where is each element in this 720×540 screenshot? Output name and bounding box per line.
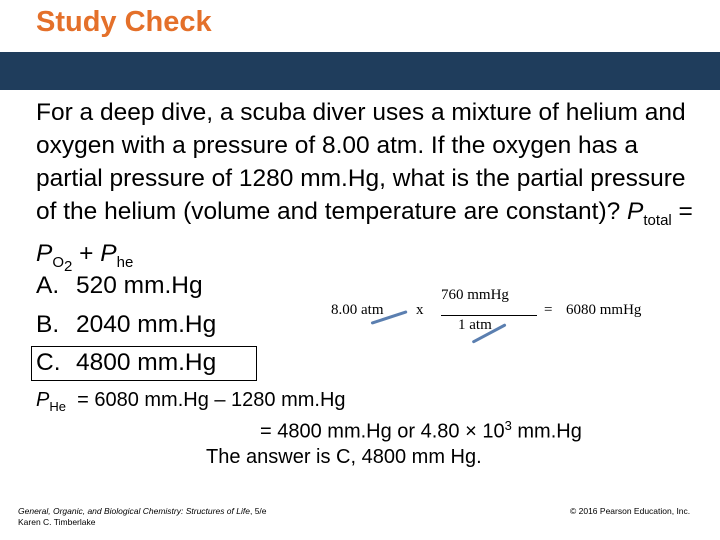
solution-answer: The answer is C, 4800 mm Hg.: [206, 446, 482, 468]
answer-highlight-box: [31, 346, 257, 381]
footer-citation: General, Organic, and Biological Chemistry: Structures of Life, 5/e Karen C. Timberlake: [18, 506, 267, 527]
question-text: For a deep dive, a scuba diver uses a mixture of helium and oxygen with a pressure of 8.00 atm. If the oxygen has a partial pressure of 1280 mm.Hg, what is the partial pressure of the helium (volume and temperature are constant)? $P_{total} = P_{O_2} + P_{he}$: [36, 99, 693, 275]
conversion-denominator: 1 atm: [458, 317, 492, 333]
slide-title: Study Check: [36, 6, 212, 38]
conversion-result: 6080 mmHg: [566, 302, 642, 318]
title-bar: [0, 52, 720, 90]
conversion-value: 8.00 atm: [331, 302, 384, 318]
conversion-numerator: 760 mmHg: [441, 287, 509, 303]
solution-line-2: = 4800 mm.Hg or $4.80 \times 10^3$ mm.Hg: [260, 418, 582, 443]
choice-c[interactable]: C. 4800 mm.Hg: [36, 349, 217, 376]
choice-a[interactable]: A. 520 mm.Hg: [36, 272, 203, 299]
footer-copyright: © 2016 Pearson Education, Inc.: [570, 506, 691, 516]
solution-line-1: $P_{He} = 6080$ mm.Hg – 1280 mm.Hg: [36, 389, 346, 414]
choice-b[interactable]: B. 2040 mm.Hg: [36, 311, 217, 338]
question-body: For a deep dive, a scuba diver uses a mixture of helium and oxygen with a pressure of 8.00 atm. If the oxygen has a partial pressure of 1280 mm.Hg, what is the partial pressure of the helium (volume and temperature are constant)?: [36, 99, 686, 225]
fraction-bar: [441, 315, 537, 316]
conversion-times: x: [416, 302, 424, 318]
conversion-equals: =: [544, 302, 553, 318]
